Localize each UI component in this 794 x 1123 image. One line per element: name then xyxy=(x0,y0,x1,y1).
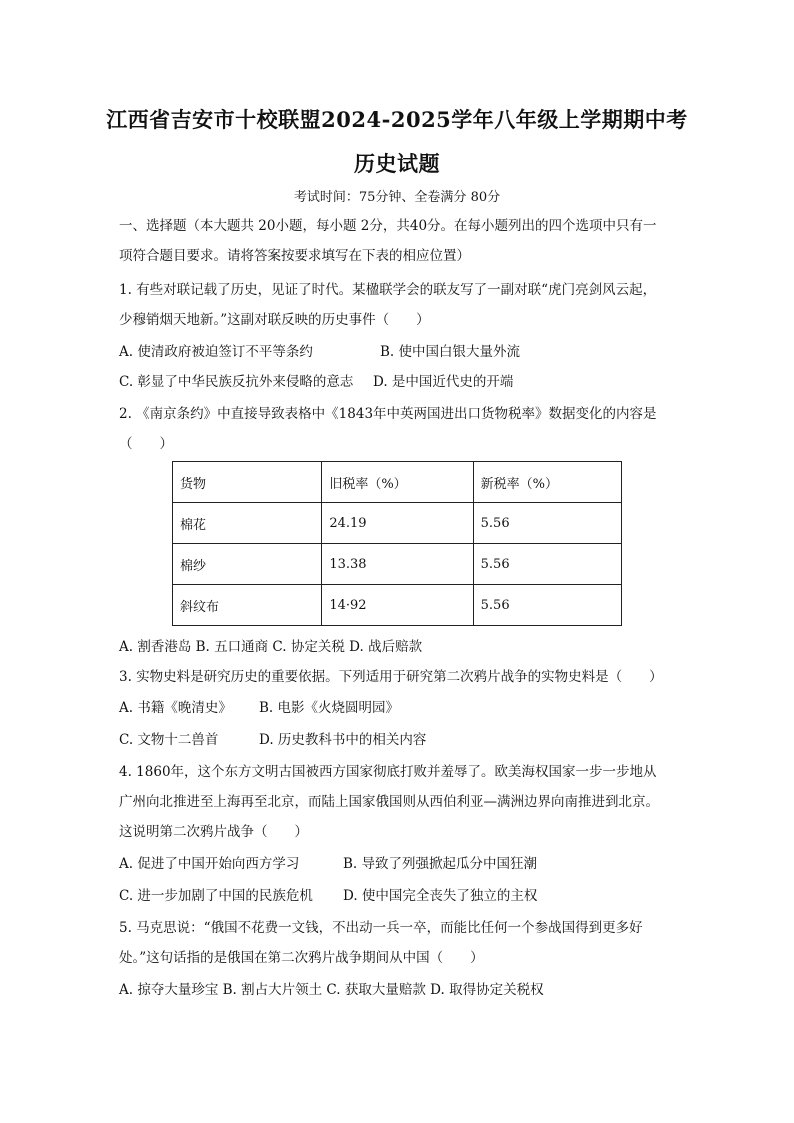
q4-stem-line1: 4. 1860年，这个东方文明古国被西方国家彻底打败并羞辱了。欧美海权国家一步一步地从 xyxy=(119,764,657,780)
table-cell: 斜纹布 xyxy=(173,585,322,626)
table-cell: 13.38 xyxy=(322,544,473,585)
q3-option-a: A. 书籍《晚清史》 xyxy=(119,700,232,716)
table-header-row xyxy=(173,462,622,503)
table-header-cell: 货物 xyxy=(173,462,322,503)
q5-stem-line1: 5. 马克思说：“俄国不花费一文钱，不出动一兵一卒，而能比任何一个参战国得到更多好 xyxy=(119,920,643,936)
q3-option-d: D. 历史教科书中的相关内容 xyxy=(259,732,427,748)
q3-option-b: B. 电影《火烧圆明园》 xyxy=(259,700,400,716)
q4-option-a: A. 促进了中国开始向西方学习 xyxy=(119,856,300,872)
table-header-cell: 新税率（%） xyxy=(473,462,621,503)
q5-stem-line2: 处。”这句话指的是俄国在第二次鸦片战争期间从中国（ ） xyxy=(119,950,484,966)
exam-info: 考试时间：75分钟、全卷满分 80分 xyxy=(293,190,501,205)
q3-option-c: C. 文物十二兽首 xyxy=(119,732,219,748)
q4-option-b: B. 导致了列强掀起瓜分中国狂潮 xyxy=(343,856,538,872)
table-cell: 5.56 xyxy=(473,544,621,585)
table-row xyxy=(173,585,622,626)
exam-title-line1: 江西省吉安市十校联盟2024-2025学年八年级上学期期中考 xyxy=(106,107,688,132)
q4-option-c: C. 进一步加剧了中国的民族危机 xyxy=(119,888,313,904)
section-instructions-line1: 一、选择题（本大题共 20小题，每小题 2分，共40分。在每小题列出的四个选项中只有一 xyxy=(119,218,657,234)
q1-option-b: B. 使中国白银大量外流 xyxy=(380,344,521,360)
exam-title-line2: 历史试题 xyxy=(354,151,440,176)
table-row xyxy=(173,503,622,544)
q2-stem-line1: 2. 《南京条约》中直接导致表格中《1843年中英两国进出口货物税率》数据变化的内容是 xyxy=(119,406,657,422)
table-header-cell: 旧税率（%） xyxy=(322,462,473,503)
q5-options: A. 掠夺大量珍宝 B. 割占大片领土 C. 获取大量赔款 D. 取得协定关税权 xyxy=(119,982,544,998)
q2-options: A. 割香港岛 B. 五口通商 C. 协定关税 D. 战后赔款 xyxy=(119,639,423,655)
q4-stem-line3: 这说明第二次鸦片战争（ ） xyxy=(119,824,308,840)
q3-stem-line1: 3. 实物史料是研究历史的重要依据。下列适用于研究第二次鸦片战争的实物史料是（ ） xyxy=(119,669,663,685)
q1-stem-line1: 1. 有些对联记载了历史，见证了时代。某楹联学会的联友写了一副对联“虎门亮剑风云起， xyxy=(119,282,657,298)
q1-stem-line2: 少穆销烟天地新。”这副对联反映的历史事件（ ） xyxy=(119,312,430,328)
q1-option-d: D. 是中国近代史的开端 xyxy=(373,374,514,390)
q1-option-a: A. 使清政府被迫签订不平等条约 xyxy=(119,344,313,360)
table-cell: 棉花 xyxy=(173,503,322,544)
q1-option-c: C. 彰显了中华民族反抗外来侵略的意志 xyxy=(119,374,354,390)
table-cell: 5.56 xyxy=(473,503,621,544)
table-cell: 5.56 xyxy=(473,585,621,626)
tax-rate-table xyxy=(172,461,622,626)
table-row xyxy=(173,544,622,585)
table-cell: 24.19 xyxy=(322,503,473,544)
q4-option-d: D. 使中国完全丧失了独立的主权 xyxy=(343,888,538,904)
q4-stem-line2: 广州向北推进至上海再至北京，而陆上国家俄国则从西伯利亚—满洲边界向南推进到北京。 xyxy=(119,794,659,810)
table-cell: 14·92 xyxy=(322,585,473,626)
q2-stem-line2: （ ） xyxy=(119,436,173,452)
table-cell: 棉纱 xyxy=(173,544,322,585)
section-instructions-line2: 项符合题目要求。请将答案按要求填写在下表的相应位置） xyxy=(119,248,470,264)
